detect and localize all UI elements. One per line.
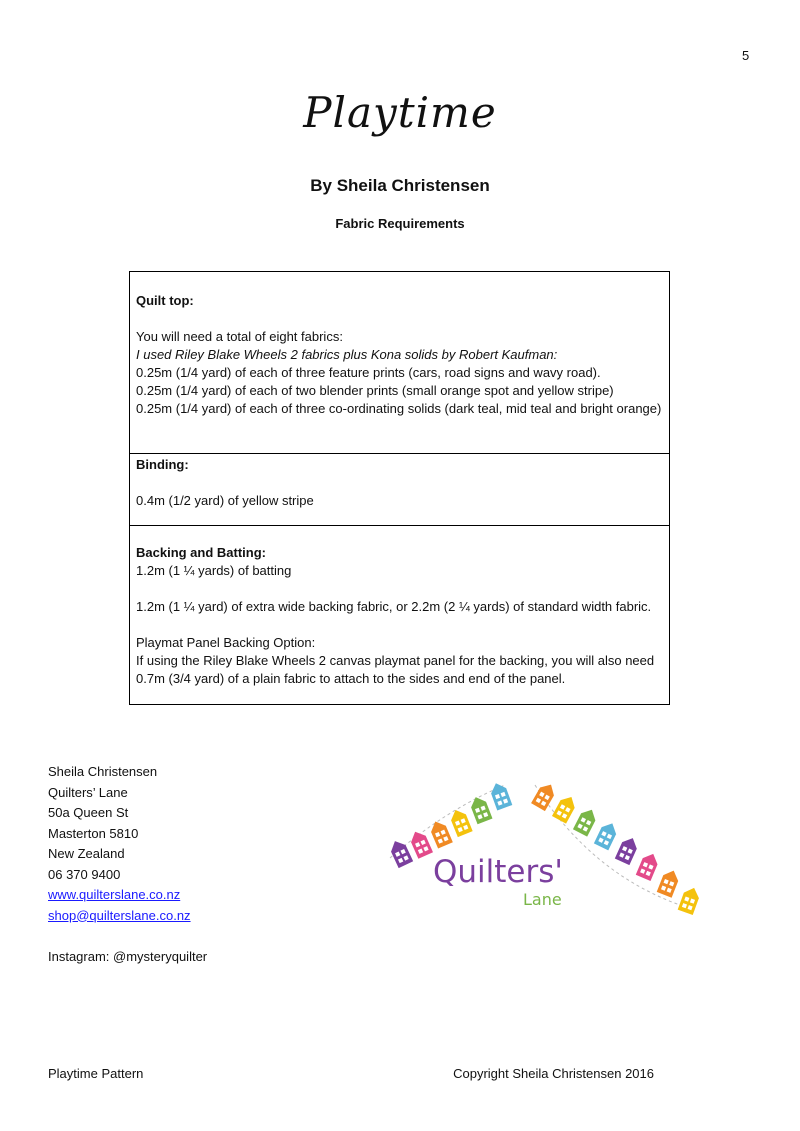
quilters-lane-logo bbox=[385, 780, 705, 930]
playmat-option-line: 0.7m (3/4 yard) of a plain fabric to attach to the sides and end of the panel. bbox=[136, 671, 566, 686]
page-number: 5 bbox=[742, 48, 750, 63]
house-icon bbox=[594, 820, 620, 850]
footer-copyright: Copyright Sheila Christensen 2016 bbox=[453, 1066, 654, 1081]
binding-heading: Binding: bbox=[136, 457, 189, 472]
binding-line: 0.4m (1/2 yard) of yellow stripe bbox=[136, 493, 314, 508]
backing-section bbox=[130, 525, 669, 704]
batting-line: 1.2m (1 ¼ yards) of batting bbox=[136, 563, 292, 578]
instagram-handle: Instagram: @mysteryquilter bbox=[48, 949, 208, 964]
playmat-option-title: Playmat Panel Backing Option: bbox=[136, 635, 316, 650]
contact-phone: 06 370 9400 bbox=[48, 866, 121, 882]
contact-street: 50a Queen St bbox=[48, 805, 129, 820]
email-link[interactable]: shop@quilterslane.co.nz bbox=[48, 907, 191, 923]
house-icon bbox=[657, 868, 681, 898]
quilt-top-line: 0.25m (1/4 yard) of each of two blender prints (small orange spot and yellow stripe) bbox=[136, 383, 614, 398]
binding-section bbox=[130, 453, 669, 525]
contact-city: Masterton 5810 bbox=[48, 825, 139, 841]
playmat-option-line: If using the Riley Blake Wheels 2 canvas playmat panel for the backing, you will also need bbox=[136, 653, 655, 668]
house-icon bbox=[573, 806, 599, 836]
backing-heading: Backing and Batting: bbox=[136, 545, 267, 560]
contact-country: New Zealand bbox=[48, 846, 125, 861]
page-title: Playtime bbox=[303, 88, 497, 137]
quilt-top-section bbox=[130, 272, 669, 453]
house-icon bbox=[428, 818, 453, 848]
backing-fabric-line: 1.2m (1 ¼ yard) of extra wide backing fabric, or 2.2m (2 ¼ yards) of standard width fabric. bbox=[136, 599, 652, 614]
logo-name: Quilters' bbox=[433, 854, 563, 890]
contact-name: Sheila Christensen bbox=[48, 764, 158, 779]
house-icon bbox=[408, 828, 433, 858]
quilt-top-line: 0.25m (1/4 yard) of each of three co-ordinating solids (dark teal, mid teal and bright orange) bbox=[136, 401, 662, 416]
author-line: By Sheila Christensen bbox=[310, 176, 490, 195]
website-link[interactable]: www.quilterslane.co.nz bbox=[48, 887, 181, 902]
quilt-top-intro: You will need a total of eight fabrics: bbox=[136, 329, 343, 344]
contact-business: Quilters’ Lane bbox=[48, 784, 128, 800]
quilt-top-heading: Quilt top: bbox=[136, 293, 194, 308]
house-icon bbox=[552, 793, 578, 823]
footer-pattern-name: Playtime Pattern bbox=[48, 1066, 144, 1081]
house-icon bbox=[678, 885, 702, 915]
fabric-requirements-table bbox=[129, 271, 670, 705]
house-icon bbox=[488, 781, 512, 811]
quilt-top-line: 0.25m (1/4 yard) of each of three feature prints (cars, road signs and wavy road). bbox=[136, 365, 601, 380]
house-icon bbox=[615, 835, 640, 865]
quilt-top-note: I used Riley Blake Wheels 2 fabrics plus Kona solids by Robert Kaufman: bbox=[136, 347, 558, 362]
section-heading: Fabric Requirements bbox=[335, 216, 465, 231]
house-icon bbox=[448, 807, 473, 837]
contact-block bbox=[48, 762, 207, 968]
logo-subtitle: Lane bbox=[523, 890, 562, 909]
house-icon bbox=[468, 794, 492, 824]
house-icon bbox=[636, 851, 661, 881]
